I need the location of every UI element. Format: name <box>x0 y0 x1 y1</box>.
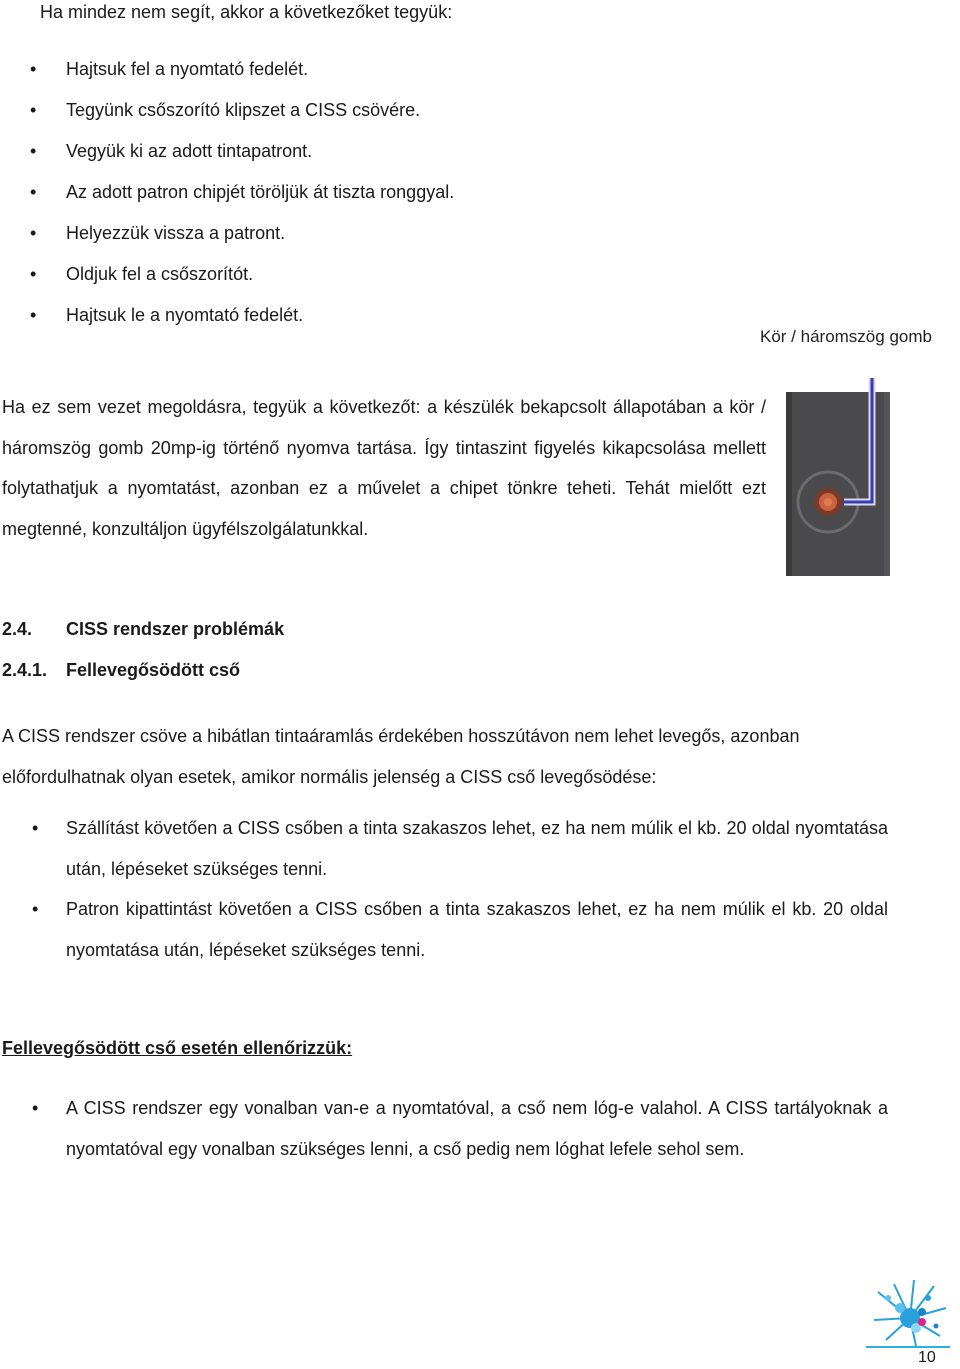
section-title: CISS rendszer problémák <box>66 619 285 639</box>
bullet-icon: • <box>30 100 37 120</box>
image-caption: Kör / háromszög gomb <box>760 327 932 346</box>
steps-list <box>30 56 454 343</box>
bullet-icon: • <box>30 141 37 161</box>
intro-text: Ha mindez nem segít, akkor a következőket tegyük: <box>40 2 453 22</box>
paragraph-workaround: Ha ez sem vezet megoldásra, tegyük a következőt: a készülék bekapcsolt állapotában a kör / háromszög gomb 20mp-ig történő nyomva tartása. Így tintaszint figyelés kikapcsolása mellett folytathatjuk a nyomtatást, azonban ez a művelet a chipet tönkre teheti. Tehát mielőtt ezt megtenné, konzultáljon ügyfélszolgálatunkkal. <box>2 397 766 539</box>
case-text: Szállítást követően a CISS csőben a tinta szakaszos lehet, ez ha nem múlik el kb. 20 oldal nyomtatása után, lépéseket szükséges tenni. <box>66 818 888 879</box>
footer-rule <box>866 1346 950 1348</box>
step-text: Vegyük ki az adott tintapatront. <box>66 141 313 161</box>
list-item <box>30 261 454 302</box>
bullet-icon: • <box>32 818 39 838</box>
bullet-icon: • <box>30 305 37 325</box>
list-item <box>30 138 454 179</box>
step-text: Az adott patron chipjét töröljük át tiszta ronggyal. <box>66 182 455 202</box>
subsection-heading <box>2 660 240 681</box>
list-item <box>2 889 888 970</box>
page-number: 10 <box>918 1349 936 1366</box>
step-text: Helyezzük vissza a patront. <box>66 223 286 243</box>
case-text: Patron kipattintást követően a CISS csőben a tinta szakaszos lehet, ez ha nem múlik el kb. 20 oldal nyomtatása után, lépéseket szükséges tenni. <box>66 899 888 960</box>
list-item <box>2 808 888 889</box>
bullet-icon: • <box>32 1098 39 1118</box>
cases-list <box>2 808 888 970</box>
bullet-icon: • <box>30 223 37 243</box>
step-text: Hajtsuk le a nyomtató fedelét. <box>66 305 304 325</box>
printer-button-photo <box>786 378 890 576</box>
section-heading <box>2 619 284 640</box>
list-item <box>30 97 454 138</box>
check-heading: Fellevegősödött cső esetén ellenőrizzük: <box>2 1038 353 1058</box>
step-text: Oldjuk fel a csőszorítót. <box>66 264 254 284</box>
step-text: Hajtsuk fel a nyomtató fedelét. <box>66 59 309 79</box>
subsection-title: Fellevegősödött cső <box>66 660 241 680</box>
paragraph-ciss-tube: A CISS rendszer csöve a hibátlan tintaáramlás érdekében hosszútávon nem lehet levegős, azonban előfordulhatnak olyan esetek, amikor normális jelenség a CISS cső levegősödése: <box>2 726 800 787</box>
subsection-number: 2.4.1. <box>2 660 48 680</box>
bullet-icon: • <box>30 59 37 79</box>
bullet-icon: • <box>30 182 37 202</box>
bullet-icon: • <box>32 899 39 919</box>
checks-list <box>2 1088 888 1169</box>
bullet-icon: • <box>30 264 37 284</box>
list-item <box>2 1088 888 1169</box>
list-item <box>30 220 454 261</box>
check-text: A CISS rendszer egy vonalban van-e a nyomtatóval, a cső nem lóg-e valahol. A CISS tartályoknak a nyomtatóval egy vonalban szükséges lenni, a cső pedig nem lóghat lefele sehol sem. <box>66 1098 888 1159</box>
list-item <box>30 179 454 220</box>
list-item <box>30 302 454 343</box>
splash-logo <box>870 1278 950 1348</box>
list-item <box>30 56 454 97</box>
step-text: Tegyünk csőszorító klipszet a CISS csövére. <box>66 100 421 120</box>
section-number: 2.4. <box>2 619 33 639</box>
